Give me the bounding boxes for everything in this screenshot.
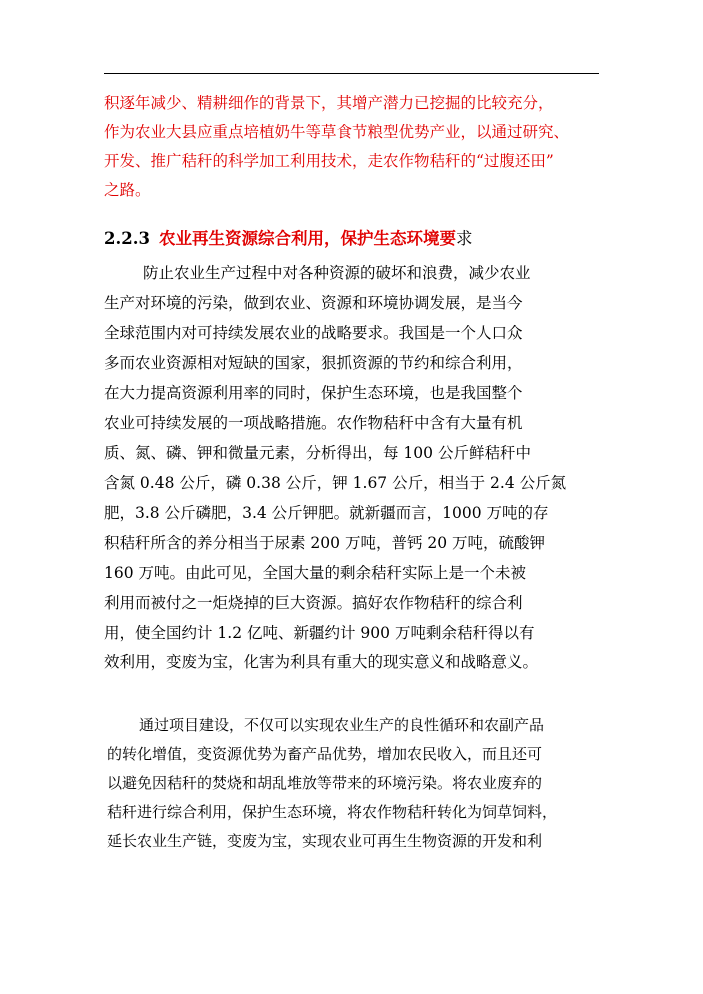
text-line: 生产对环境的污染，做到农业、资源和环境协调发展，是当今 — [104, 294, 523, 312]
section-heading — [104, 227, 472, 251]
text-line: 160 万吨。由此可见，全国大量的剩余秸秆实际上是一个未被 — [104, 564, 527, 582]
section-number: 2.2.3 — [104, 229, 150, 248]
text-line: 防止农业生产过程中对各种资源的破坏和浪费，减少农业 — [143, 264, 531, 282]
text-line: 开发、推广秸秆的科学加工利用技术，走农作物秸秆的“过腹还田” — [104, 152, 554, 170]
text-line: 含氮 0.48 公斤，磷 0.38 公斤，钾 1.67 公斤，相当于 2.4 公斤氮 — [104, 474, 567, 492]
text-line: 积秸秆所含的养分相当于尿素 200 万吨，普钙 20 万吨，硫酸钾 — [104, 534, 546, 552]
text-line: 用，使全国约计 1.2 亿吨、新疆约计 900 万吨剩余秸秆得以有 — [104, 624, 535, 642]
text-line: 质、氮、磷、钾和微量元素，分析得出，每 100 公斤鲜秸秆中 — [104, 444, 531, 462]
text-line: 在大力提高资源利用率的同时，保护生态环境，也是我国整个 — [104, 384, 523, 402]
text-line: 通过项目建设，不仅可以实现农业生产的良性循环和农副产品 — [139, 716, 545, 734]
header-rule — [104, 73, 599, 74]
text-line: 之路。 — [104, 181, 151, 199]
text-line: 秸秆进行综合利用，保护生态环境，将农作物秸秆转化为饲草饲料， — [107, 803, 558, 821]
text-line: 效利用，变废为宝，化害为利具有重大的现实意义和战略意义。 — [104, 653, 539, 671]
section-title: 农业再生资源综合利用，保护生态环境要 — [158, 229, 456, 248]
text-line: 的转化增值，变资源优势为畜产品优势，增加农民收入，而且还可 — [107, 745, 543, 763]
text-line: 全球范围内对可持续发展农业的战略要求。我国是一个人口众 — [104, 324, 523, 342]
text-line: 多而农业资源相对短缺的国家，狠抓资源的节约和综合利用， — [104, 354, 523, 372]
text-line: 延长农业生产链，变废为宝，实现农业可再生生物资源的开发和利 — [107, 832, 543, 850]
text-line: 作为农业大县应重点培植奶牛等草食节粮型优势产业，以通过研究、 — [104, 123, 570, 141]
text-line: 农业可持续发展的一项战略措施。农作物秸秆中含有大量有机 — [104, 414, 523, 432]
text-line: 以避免因秸秆的焚烧和胡乱堆放等带来的环境污染。将农业废弃的 — [107, 774, 543, 792]
text-line: 肥，3.8 公斤磷肥，3.4 公斤钾肥。就新疆而言，1000 万吨的存 — [104, 504, 549, 522]
text-line: 利用而被付之一炬烧掉的巨大资源。搞好农作物秸秆的综合利 — [104, 594, 523, 612]
text-line: 积逐年减少、精耕细作的背景下，其增产潜力已挖掘的比较充分， — [104, 94, 554, 112]
section-title-tail: 求 — [455, 229, 473, 248]
